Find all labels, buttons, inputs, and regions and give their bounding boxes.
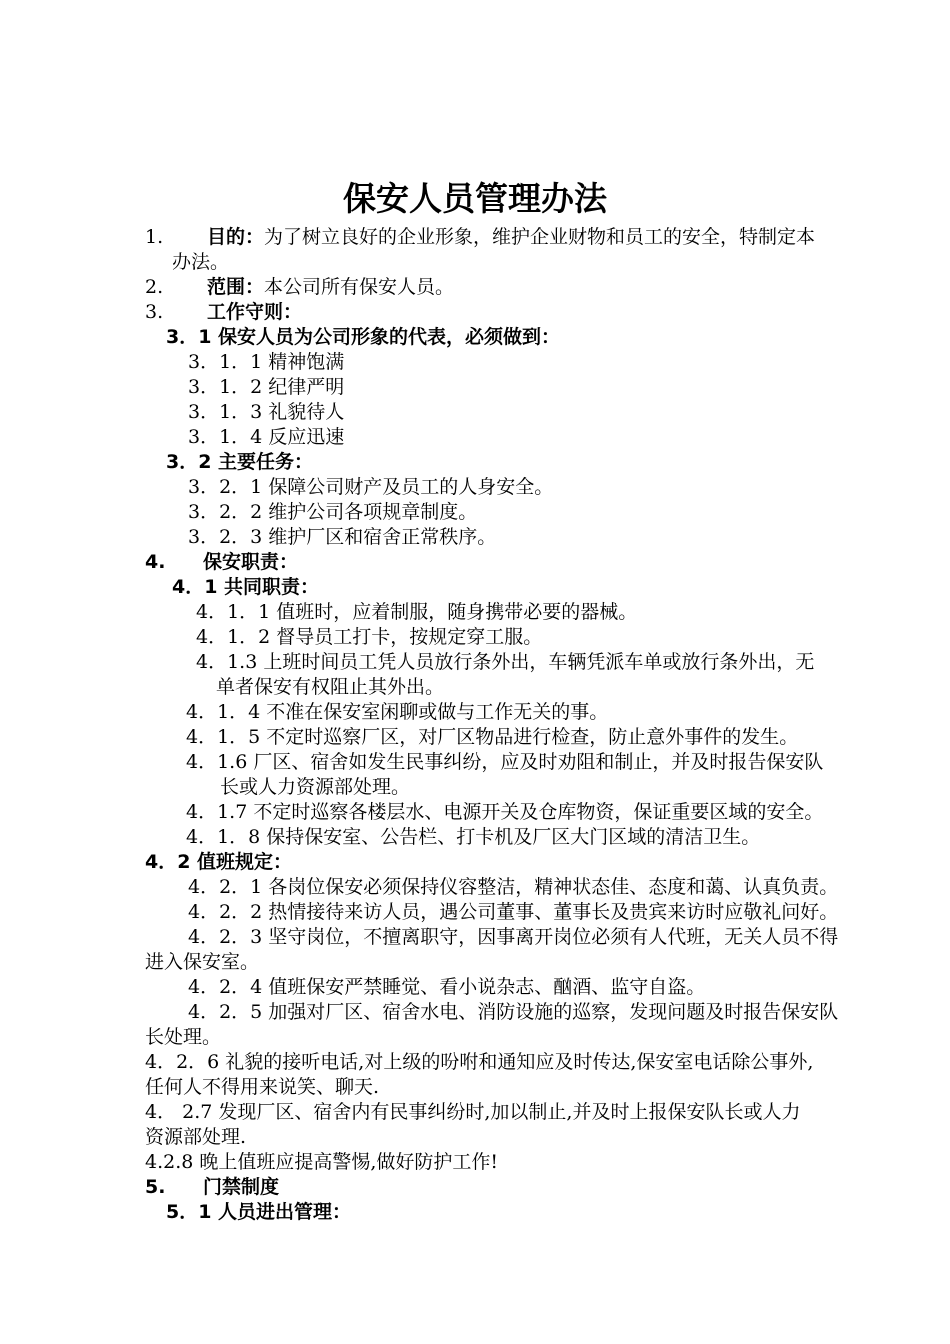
list-item: 4．2．1 各岗位保安必须保持仪容整洁，精神状态佳、态度和蔼、认真负责。 [188, 876, 839, 898]
list-item: 3．2．1 保障公司财产及员工的人身安全。 [188, 476, 554, 498]
list-item: 3．1．1 精神饱满 [188, 351, 345, 373]
section-5 [145, 1175, 279, 1200]
list-item: 4．2．6 礼貌的接听电话,对上级的吩咐和通知应及时传达,保安室电话除公事外, [145, 1051, 814, 1073]
list-item: 3．2．2 维护公司各项规章制度。 [188, 501, 478, 523]
list-item: 4．1.7 不定时巡察各楼层水、电源开关及仓库物资，保证重要区域的安全。 [186, 801, 824, 823]
list-item: 4．1.3 上班时间员工凭人员放行条外出，车辆凭派车单或放行条外出，无 [196, 651, 815, 673]
section-3 [145, 300, 302, 325]
subsection-3-2: 3．2 主要任务： [166, 451, 314, 473]
section-4 [145, 550, 298, 575]
subsection-4-2: 4．2 值班规定： [145, 851, 293, 873]
list-item-continuation: 任何人不得用来说笑、聊天. [145, 1076, 380, 1098]
list-item: 4．1．4 不准在保安室闲聊或做与工作无关的事。 [186, 701, 609, 723]
section-number: 2. [145, 276, 164, 298]
document-title: 保安人员管理办法 [343, 179, 607, 218]
list-item: 4．1.6 厂区、宿舍如发生民事纠纷，应及时劝阻和制止，并及时报告保安队 [186, 751, 824, 773]
list-item: 3．1．2 纪律严明 [188, 376, 345, 398]
list-item: 4．1．5 不定时巡察厂区，对厂区物品进行检查，防止意外事件的发生。 [186, 726, 799, 748]
list-item: 4．2．4 值班保安严禁睡觉、看小说杂志、酗酒、监守自盗。 [188, 976, 706, 998]
section-1-continuation: 办法。 [172, 251, 230, 273]
section-2 [145, 275, 454, 300]
list-item: 4．2．3 坚守岗位，不擅离职守，因事离开岗位必须有人代班，无关人员不得 [188, 926, 839, 948]
subsection-4-1: 4．1 共同职责： [172, 576, 320, 598]
section-number: 4. [145, 551, 166, 573]
section-label: 工作守则： [207, 301, 303, 323]
list-item: 4．2．2 热情接待来访人员，遇公司董事、董事长及贵宾来访时应敬礼问好。 [188, 901, 839, 923]
section-text: 本公司所有保安人员。 [264, 276, 455, 298]
list-item: 4．1．2 督导员工打卡，按规定穿工服。 [196, 626, 543, 648]
section-number: 5. [145, 1176, 166, 1198]
list-item: 4．1．1 值班时，应着制服，随身携带必要的器械。 [196, 601, 638, 623]
list-item-continuation: 资源部处理. [145, 1126, 247, 1148]
list-item: 3．1．3 礼貌待人 [188, 401, 345, 423]
list-item-continuation: 长或人力资源部处理。 [220, 776, 411, 798]
section-label: 保安职责： [203, 551, 299, 573]
list-item: 4.2.8 晚上值班应提高警惕,做好防护工作! [145, 1151, 499, 1173]
section-label: 范围： [207, 276, 265, 298]
section-label: 门禁制度 [203, 1176, 280, 1198]
section-1 [145, 225, 815, 250]
list-item-continuation: 单者保安有权阻止其外出。 [216, 676, 445, 698]
list-item-continuation: 长处理。 [145, 1026, 222, 1048]
section-number: 3. [145, 301, 164, 323]
section-number: 1. [145, 226, 164, 248]
section-label: 目的： [207, 226, 265, 248]
list-item-continuation: 进入保安室。 [145, 951, 260, 973]
subsection-5-1: 5．1 人员进出管理： [166, 1201, 352, 1223]
subsection-3-1: 3．1 保安人员为公司形象的代表，必须做到： [166, 326, 561, 348]
list-item: 4．2．5 加强对厂区、宿舍水电、消防设施的巡察，发现问题及时报告保安队 [188, 1001, 839, 1023]
list-item: 3．1．4 反应迅速 [188, 426, 345, 448]
list-item: 4．1．8 保持保安室、公告栏、打卡机及厂区大门区域的清洁卫生。 [186, 826, 761, 848]
section-text: 为了树立良好的企业形象，维护企业财物和员工的安全，特制定本 [264, 226, 816, 248]
list-item: 3．2．3 维护厂区和宿舍正常秩序。 [188, 526, 497, 548]
list-item: 4． 2.7 发现厂区、宿舍内有民事纠纷时,加以制止,并及时上报保安队长或人力 [145, 1101, 801, 1123]
